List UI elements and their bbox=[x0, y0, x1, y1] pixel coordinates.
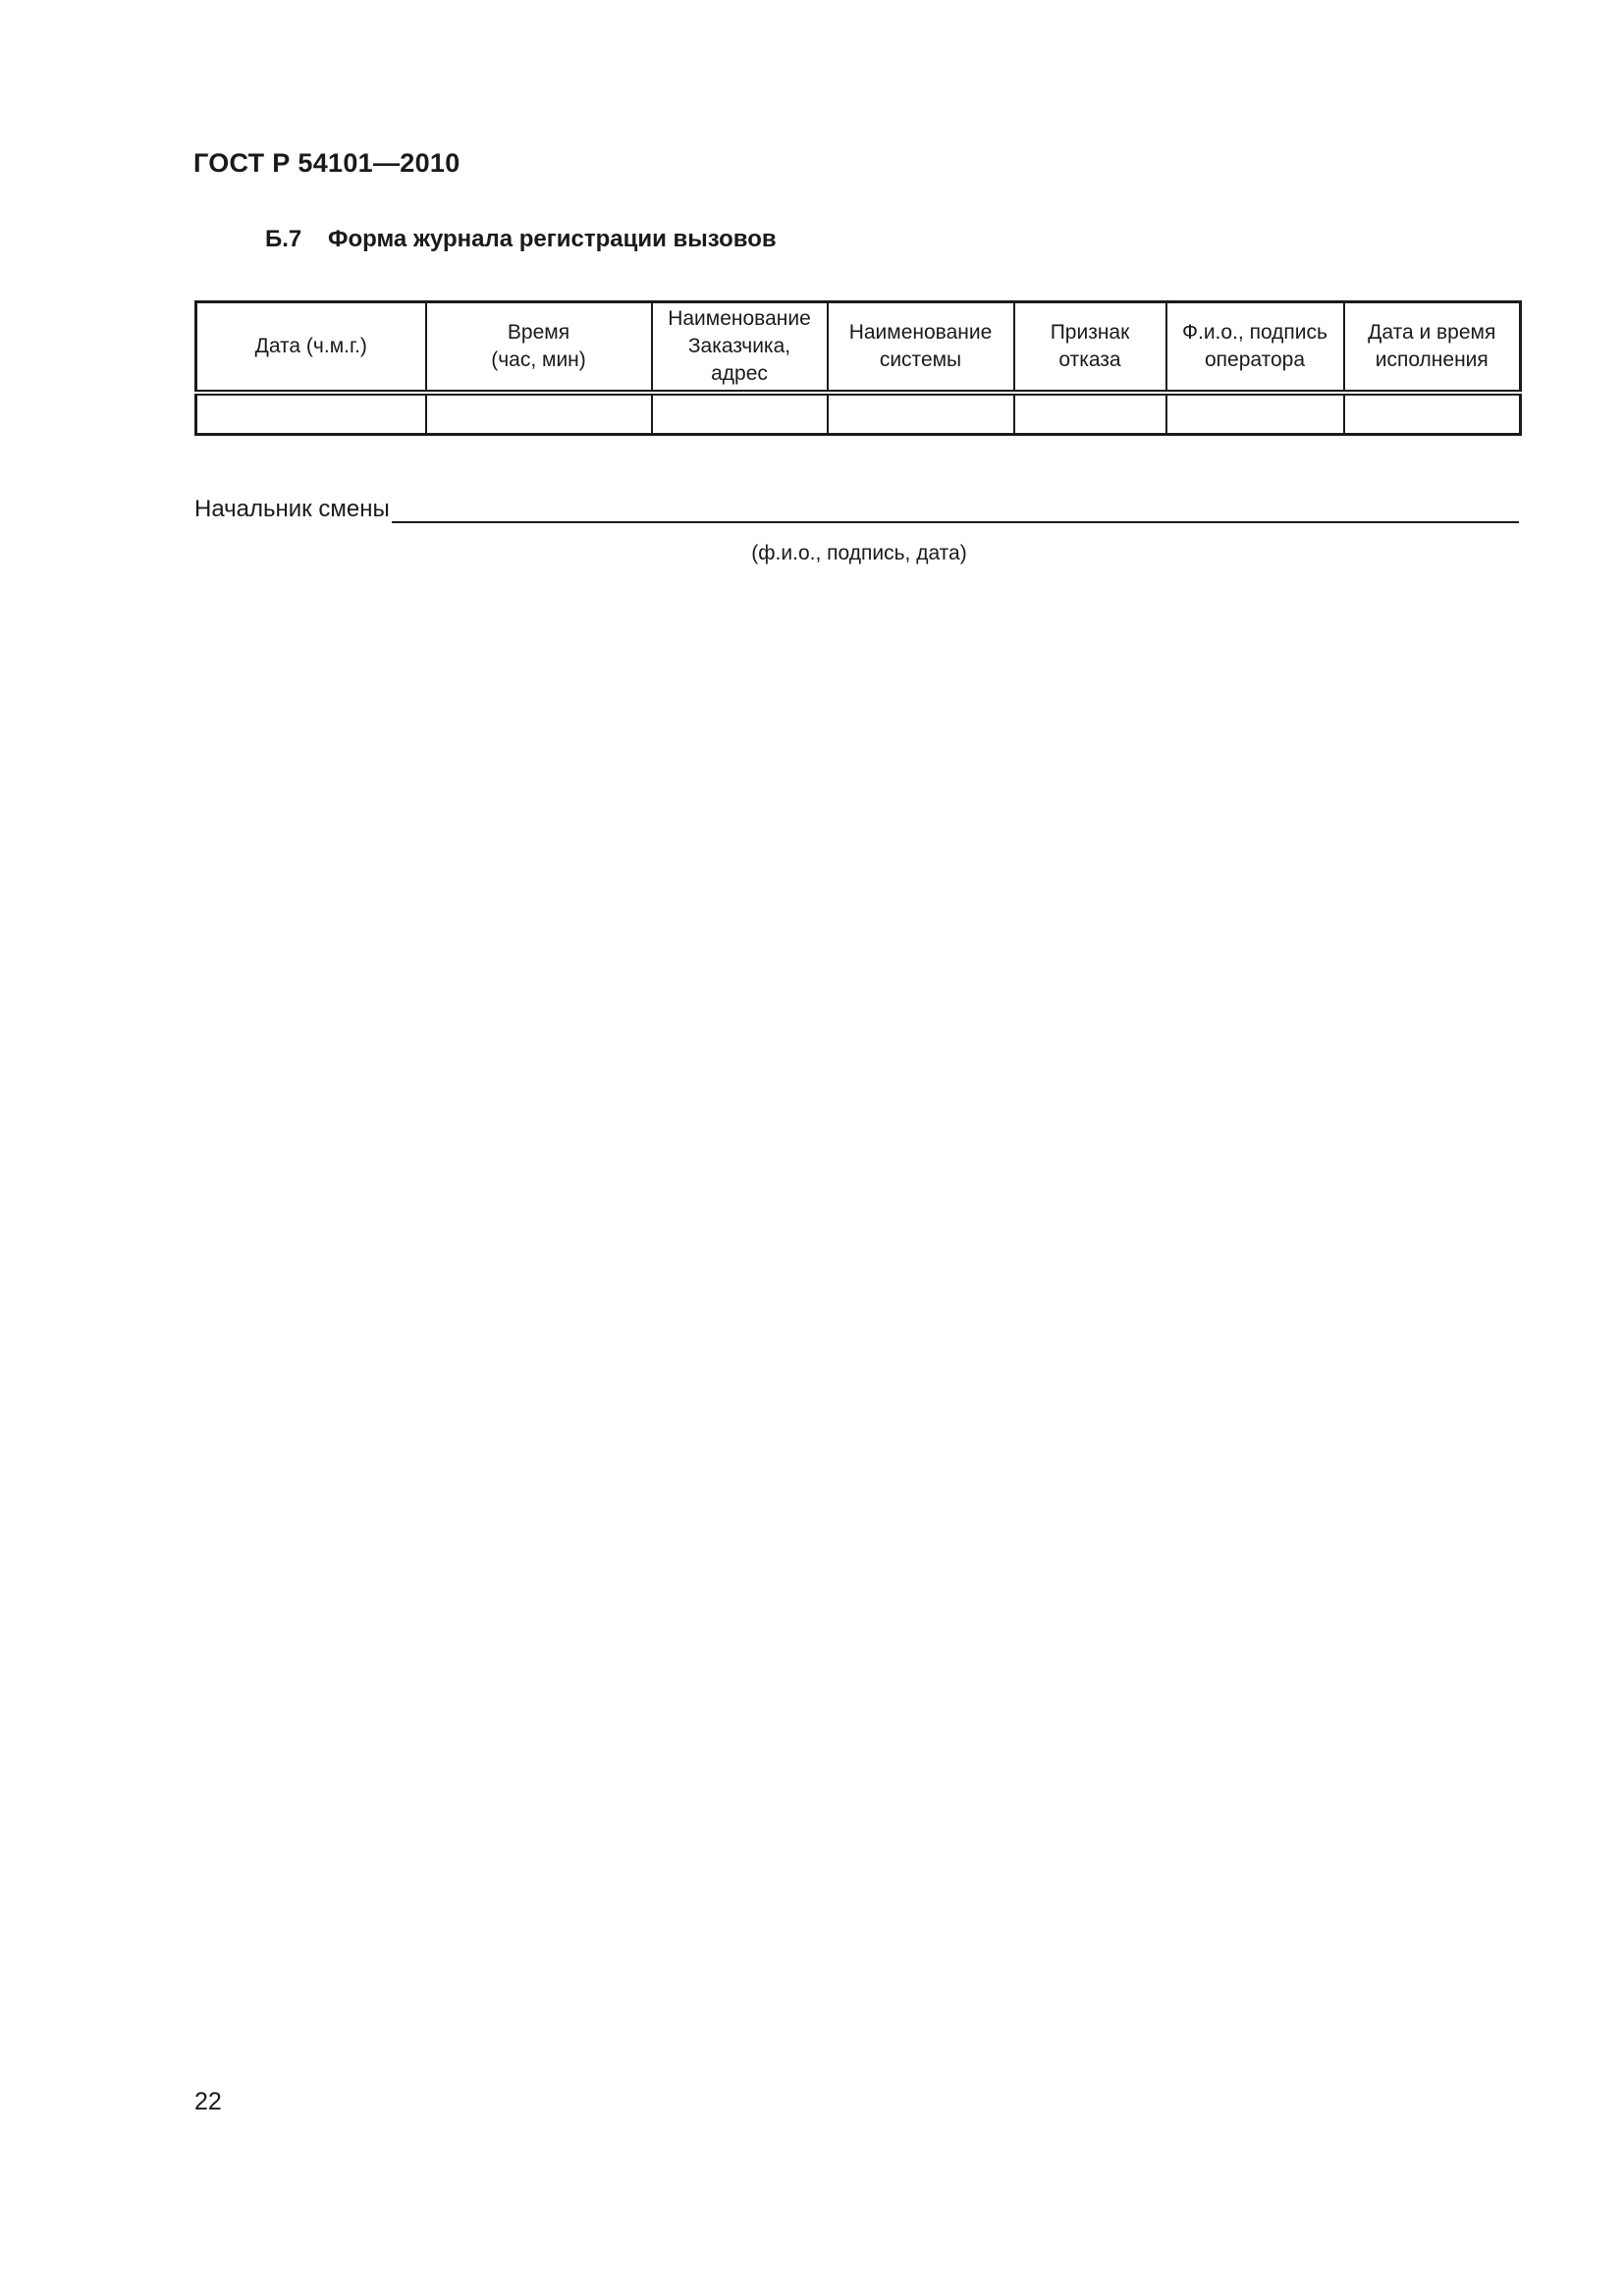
table-cell[interactable] bbox=[828, 393, 1014, 435]
signature-label: Начальник смены bbox=[194, 496, 390, 522]
table-cell[interactable] bbox=[1014, 393, 1166, 435]
table-header-row bbox=[196, 302, 1521, 394]
section-title: Форма журнала регистрации вызовов bbox=[328, 226, 777, 252]
table-cell[interactable] bbox=[426, 393, 652, 435]
column-header-system: Наименование системы bbox=[828, 302, 1014, 394]
table-cell[interactable] bbox=[652, 393, 828, 435]
call-registration-table bbox=[194, 300, 1522, 436]
table-row bbox=[196, 393, 1521, 435]
column-header-time: Время (час, мин) bbox=[426, 302, 652, 394]
table-cell[interactable] bbox=[1166, 393, 1344, 435]
table-cell[interactable] bbox=[1344, 393, 1521, 435]
signature-caption: (ф.и.о., подпись, дата) bbox=[751, 542, 967, 564]
page-number: 22 bbox=[194, 2088, 222, 2115]
column-header-operator: Ф.и.о., подпись оператора bbox=[1166, 302, 1344, 394]
signature-field[interactable] bbox=[392, 496, 1519, 523]
column-header-date: Дата (ч.м.г.) bbox=[196, 302, 426, 394]
signature-line bbox=[194, 496, 1519, 523]
section-heading bbox=[265, 226, 777, 253]
column-header-customer: Наименование Заказчика, адрес bbox=[652, 302, 828, 394]
column-header-failure: Признак отказа bbox=[1014, 302, 1166, 394]
section-number: Б.7 bbox=[265, 226, 302, 252]
table-cell[interactable] bbox=[196, 393, 426, 435]
document-header: ГОСТ Р 54101—2010 bbox=[193, 148, 460, 178]
column-header-completion: Дата и время исполнения bbox=[1344, 302, 1521, 394]
